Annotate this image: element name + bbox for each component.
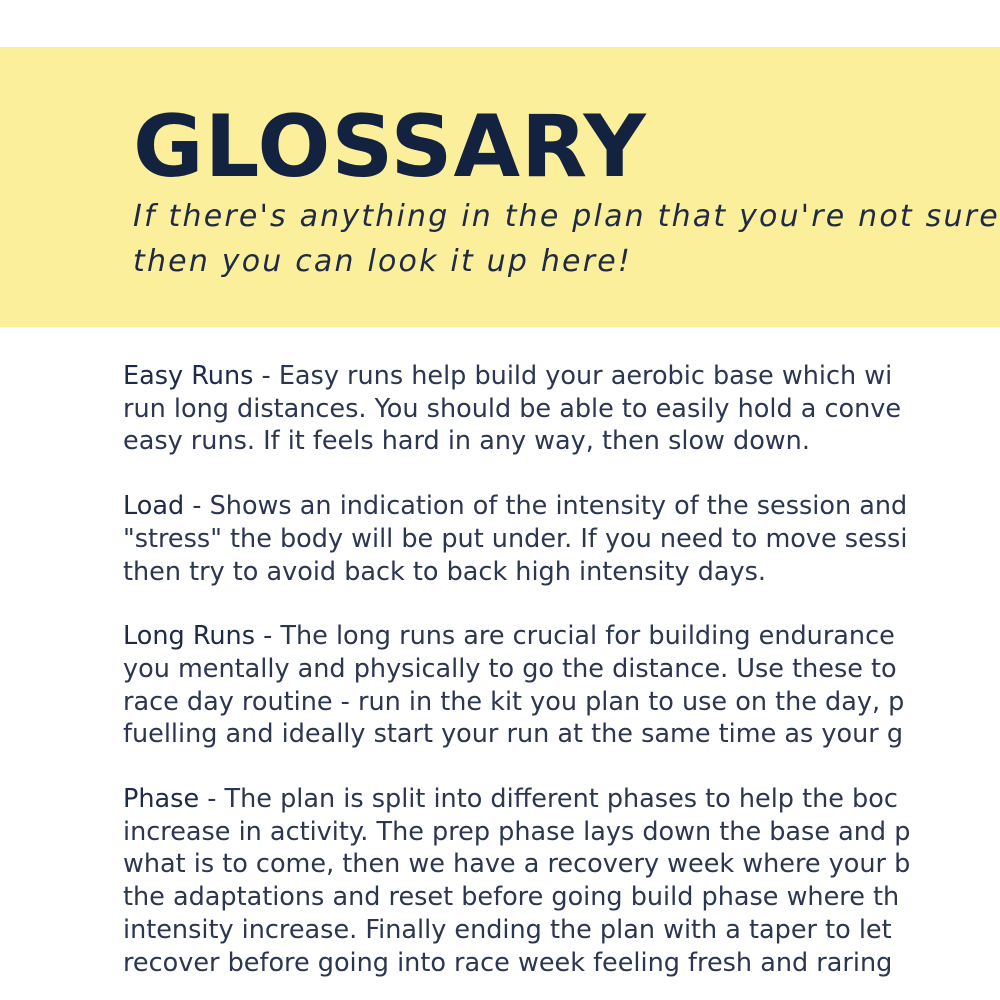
glossary-entry-load (123, 490, 1000, 588)
entry-text: - Easy runs help build your aerobic base which wi (253, 361, 893, 391)
glossary-term: Easy Runs (123, 361, 254, 391)
subtitle-line: If there's anything in the plan that you're not sure (133, 199, 1000, 234)
glossary-entry-phase (123, 783, 1000, 979)
entry-text: - Shows an indication of the intensity of the session and (184, 491, 908, 522)
entry-line: "stress" the body will be put under. If you need to move sessi (123, 523, 908, 554)
entry-line: fuelling and ideally start your run at the same time as your g (123, 719, 904, 750)
glossary-term: Phase (123, 784, 200, 815)
entry-line: the adaptations and reset before going build phase where th (123, 882, 900, 913)
entry-line: recover before going into race week feeling fresh and raring (123, 947, 893, 978)
entry-line (123, 783, 1000, 816)
entry-line (123, 360, 1000, 393)
entry-line: what is to come, then we have a recovery week where your b (123, 849, 911, 880)
page-subtitle (133, 194, 1000, 284)
entry-text: - The long runs are crucial for building endurance (255, 621, 895, 652)
glossary-term: Load (123, 491, 185, 522)
entry-line (123, 490, 1000, 523)
entry-line: increase in activity. The prep phase lays down the base and p (123, 816, 911, 847)
entry-line: run long distances. You should be able to easily hold a conve (123, 393, 902, 424)
entry-line (123, 620, 1000, 653)
entry-line: you mentally and physically to go the distance. Use these to (123, 653, 897, 684)
entry-text: - The plan is split into different phases to help the boc (199, 784, 898, 815)
entry-line: easy runs. If it feels hard in any way, then slow down. (123, 426, 810, 457)
glossary-entry-easy-runs (123, 360, 1000, 458)
glossary-term: Long Runs (123, 621, 255, 652)
glossary-entry-long-runs (123, 620, 1000, 751)
entry-line: intensity increase. Finally ending the plan with a taper to let (123, 914, 892, 945)
glossary-list (123, 360, 1000, 1000)
header-banner (0, 47, 1000, 327)
entry-line: race day routine - run in the kit you plan to use on the day, p (123, 686, 905, 717)
entry-line: then try to avoid back to back high intensity days. (123, 556, 766, 587)
page-title: GLOSSARY (133, 97, 647, 197)
subtitle-line: then you can look it up here! (133, 244, 633, 279)
